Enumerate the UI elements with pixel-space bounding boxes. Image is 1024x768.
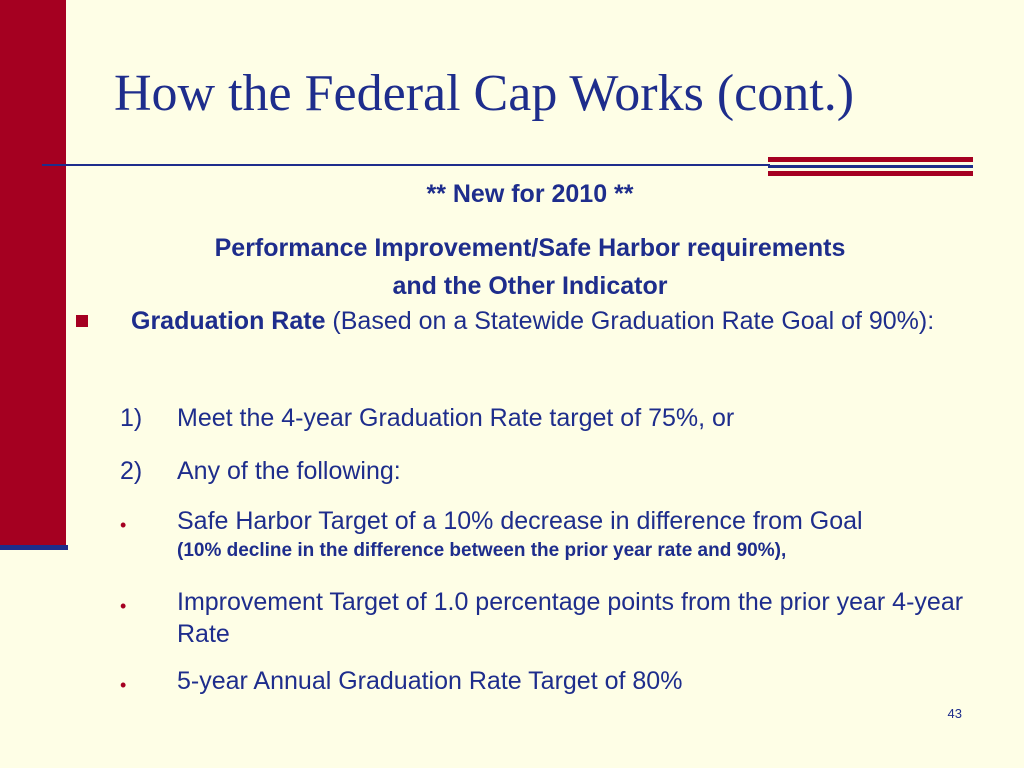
page-number: 43 bbox=[947, 706, 962, 721]
main-bullet-bold: Graduation Rate bbox=[131, 307, 326, 335]
list-number-1: 1) bbox=[120, 404, 143, 432]
title-accent-bands bbox=[768, 157, 973, 179]
bullet-dot-icon: • bbox=[120, 675, 127, 695]
bullet-dot-icon: • bbox=[120, 515, 127, 535]
left-bar-underline bbox=[0, 545, 68, 550]
new-for-2010-label: ** New for 2010 ** bbox=[426, 180, 634, 208]
sub-bullet-1-text: Safe Harbor Target of a 10% decrease in difference from Goal bbox=[177, 507, 863, 535]
sub-bullet-3-text: 5-year Annual Graduation Rate Target of 80% bbox=[177, 667, 683, 695]
main-bullet-rest: (Based on a Statewide Graduation Rate Goal of 90%): bbox=[325, 307, 935, 335]
main-bullet-text bbox=[131, 306, 1001, 337]
bullet-dot-icon: • bbox=[120, 596, 127, 616]
section-heading-line1: Performance Improvement/Safe Harbor requirements bbox=[214, 234, 846, 262]
title-divider bbox=[42, 164, 770, 166]
list-text-2: Any of the following: bbox=[177, 457, 401, 485]
sub-bullet-1-content bbox=[177, 505, 977, 565]
sub-bullet-1-note: (10% decline in the difference between the prior year rate and 90%), bbox=[177, 540, 787, 561]
square-bullet-icon bbox=[76, 315, 88, 327]
sub-bullet-2-text: Improvement Target of 1.0 percentage points from the prior year 4-year Rate bbox=[177, 588, 964, 648]
section-heading bbox=[0, 229, 1024, 305]
slide-title: How the Federal Cap Works (cont.) bbox=[114, 65, 855, 122]
list-text-1: Meet the 4-year Graduation Rate target of 75%, or bbox=[177, 404, 735, 432]
list-number-2: 2) bbox=[120, 457, 143, 485]
section-heading-line2: and the Other Indicator bbox=[392, 272, 668, 300]
